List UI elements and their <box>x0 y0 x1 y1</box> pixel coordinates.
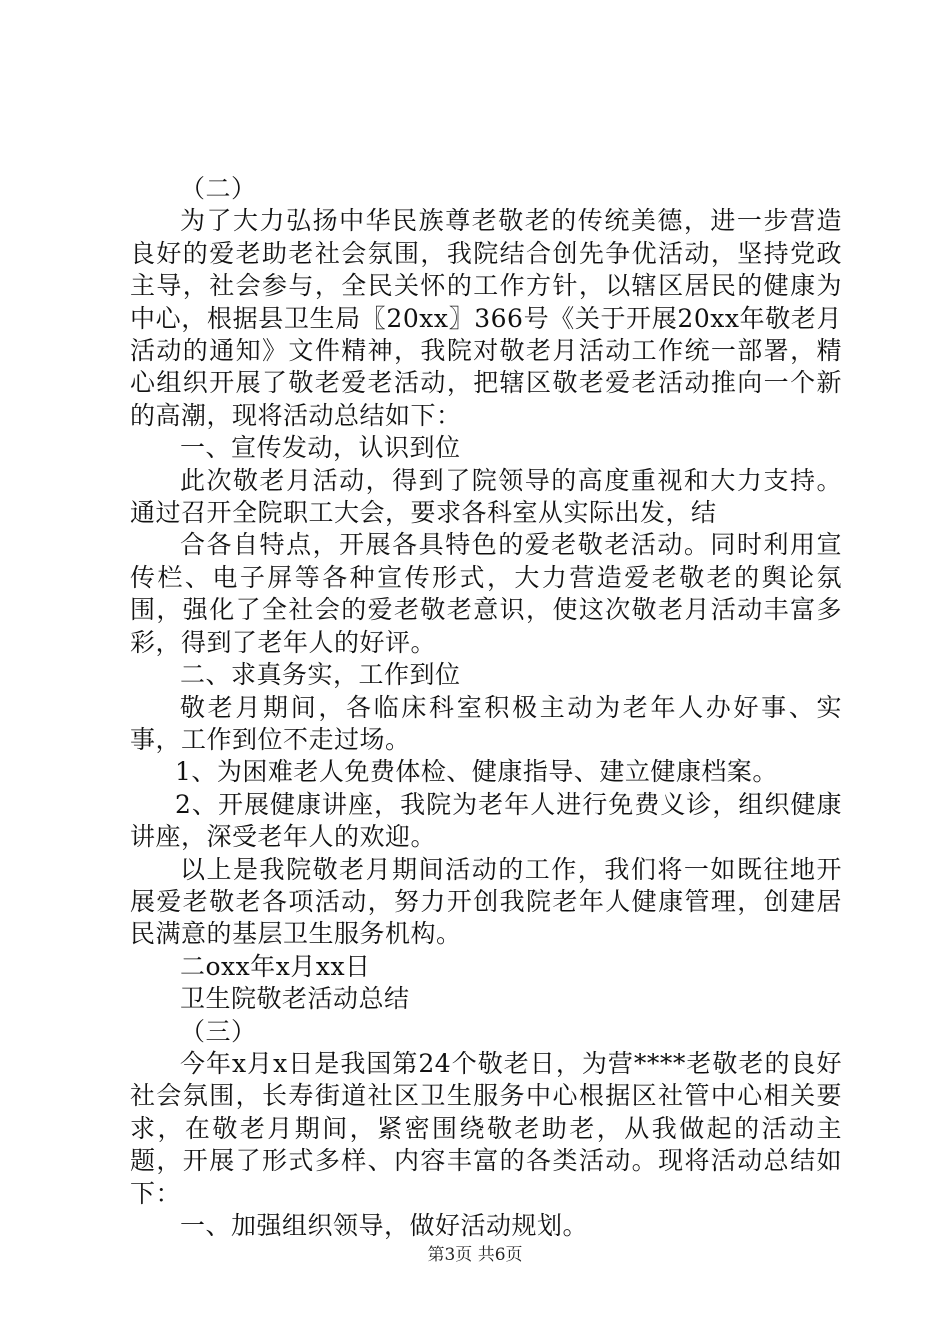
closing-paragraph: 以上是我院敬老月期间活动的工作，我们将一如既往地开展爱老敬老各项活动，努力开创我院老年人健康管理，创建居民满意的基层卫生服务机构。 <box>130 854 842 949</box>
heading-practical-work: 二、求真务实，工作到位 <box>180 660 461 690</box>
intro-paragraph: 为了大力弘扬中华民族尊老敬老的传统美德，进一步营造良好的爱老助老社会氛围，我院结合创先争优活动，坚持党政主导，社会参与，全民关怀的工作方针，以辖区居民的健康为中心，根据县卫生局〖20xx〗366号《关于开展20xx年敬老月活动的通知》文件精神，我院对敬老月活动工作统一部署，精心组织开展了敬老爱老活动，把辖区敬老爱老活动推向一个新的高潮，现将活动总结如下： <box>130 206 842 430</box>
heading-publicity: 一、宣传发动，认识到位 <box>180 433 461 463</box>
list-item-1: 1、为困难老人免费体检、健康指导、建立健康档案。 <box>175 757 778 787</box>
document-title-line: 卫生院敬老活动总结 <box>180 984 410 1014</box>
section-heading-two: （二） <box>180 174 257 203</box>
document-body <box>130 173 842 1242</box>
list-item-2: 2、开展健康讲座，我院为老年人进行免费义诊，组织健康讲座，深受老年人的欢迎。 <box>130 789 842 852</box>
page-number-footer: 第3页 共6页 <box>427 1245 523 1265</box>
date-line: 二oxx年x月xx日 <box>180 951 371 981</box>
section-three-intro: 今年x月x日是我国第24个敬老日，为营****老敬老的良好社会氛围，长寿街道社区卫生服务中心根据区社管中心相关要求，在敬老月期间，紧密围绕敬老助老，从我做起的活动主题，开展了形式多样、内容丰富的各类活动。现将活动总结如下： <box>130 1048 842 1208</box>
heading-organization: 一、加强组织领导，做好活动规划。 <box>180 1211 589 1240</box>
publicity-paragraph-2: 合各自特点，开展各具特色的爱老敬老活动。同时利用宣传栏、电子屏等各种宣传形式，大力营造爱老敬老的舆论氛围，强化了全社会的爱老敬老意识，使这次敬老月活动丰富多彩，得到了老年人的好评。 <box>130 530 842 657</box>
section-heading-three: （三） <box>180 1016 257 1046</box>
publicity-paragraph-1: 此次敬老月活动，得到了院领导的高度重视和大力支持。通过召开全院职工大会，要求各科室从实际出发，结 <box>130 465 842 528</box>
practical-work-paragraph: 敬老月期间，各临床科室积极主动为老年人办好事、实事，工作到位不走过场。 <box>130 692 842 754</box>
